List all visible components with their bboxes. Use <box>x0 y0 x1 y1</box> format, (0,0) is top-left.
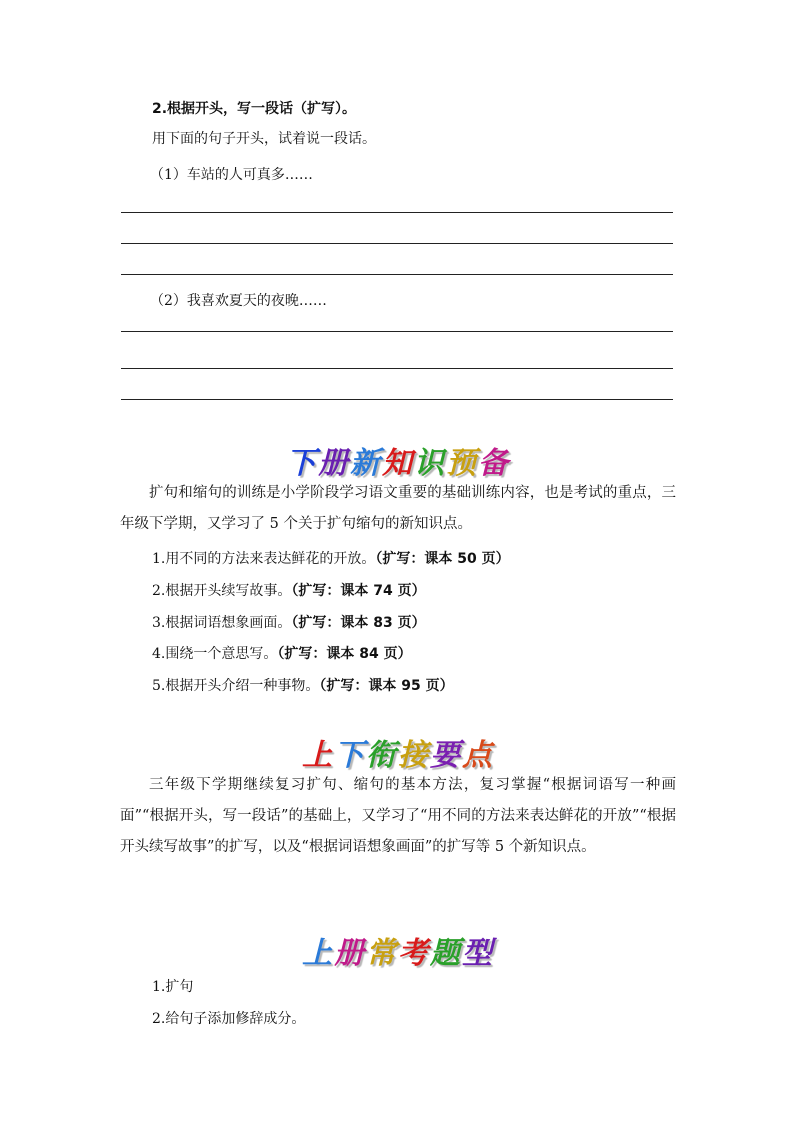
title-char: 知 <box>382 446 412 481</box>
question-2: （2）我喜欢夏天的夜晚…… <box>150 293 327 309</box>
list-item: 4.围绕一个意思写。（扩写：课本 84 页） <box>152 646 412 662</box>
title-char: 备 <box>478 446 508 481</box>
title-char: 册 <box>318 446 348 481</box>
title-char: 下 <box>334 738 364 773</box>
title-char: 衔 <box>366 738 396 773</box>
list-item: 1.用不同的方法来表达鲜花的开放。（扩写：课本 50 页） <box>152 551 510 567</box>
answer-line <box>121 399 673 400</box>
list-item: 5.根据开头介绍一种事物。（扩写：课本 95 页） <box>152 678 454 694</box>
title-char: 点 <box>462 738 492 773</box>
list-item: 1.扩句 <box>152 979 194 995</box>
list-item: 3.根据词语想象画面。（扩写：课本 83 页） <box>152 615 426 631</box>
title-char: 册 <box>334 936 364 971</box>
answer-line <box>121 368 673 369</box>
intro-paragraph: 扩句和缩句的训练是小学阶段学习语文重要的基础训练内容，也是考试的重点，三年级下学期，又学习了 5 个关于扩句缩句的新知识点。 <box>120 485 676 532</box>
question-1: （1）车站的人可真多…… <box>150 167 313 183</box>
title-char: 常 <box>366 936 396 971</box>
title-char: 接 <box>398 738 428 773</box>
list-item: 2.根据开头续写故事。（扩写：课本 74 页） <box>152 583 426 599</box>
answer-line <box>121 243 673 244</box>
title-char: 考 <box>398 936 428 971</box>
connection-paragraph: 三年级下学期继续复习扩句、缩句的基本方法，复习掌握“根据词语写一种画面”“根据开头，写一段话”的基础上，又学习了“用不同的方法来表达鲜花的开放”“根据开头续写故事”的扩写，以及“根据词语想象画面”的扩写等 5 个新知识点。 <box>120 777 676 855</box>
title-char: 上 <box>302 738 332 773</box>
section-title-common-types <box>0 928 794 972</box>
title-char: 要 <box>430 738 460 773</box>
answer-line <box>121 212 673 213</box>
title-char: 型 <box>462 936 492 971</box>
instruction-text: 用下面的句子开头，试着说一段话。 <box>152 131 376 147</box>
title-char: 预 <box>446 446 476 481</box>
title-char: 新 <box>350 446 380 481</box>
section-heading: 2.根据开头，写一段话（扩写）。 <box>152 101 357 117</box>
section-title-connection <box>0 730 794 774</box>
title-char: 识 <box>414 446 444 481</box>
list-item: 2.给句子添加修辞成分。 <box>152 1011 306 1027</box>
title-char: 上 <box>302 936 332 971</box>
section-title-new-knowledge <box>0 438 794 482</box>
answer-line <box>121 331 673 332</box>
title-char: 题 <box>430 936 460 971</box>
title-char: 下 <box>286 446 316 481</box>
answer-line <box>121 274 673 275</box>
